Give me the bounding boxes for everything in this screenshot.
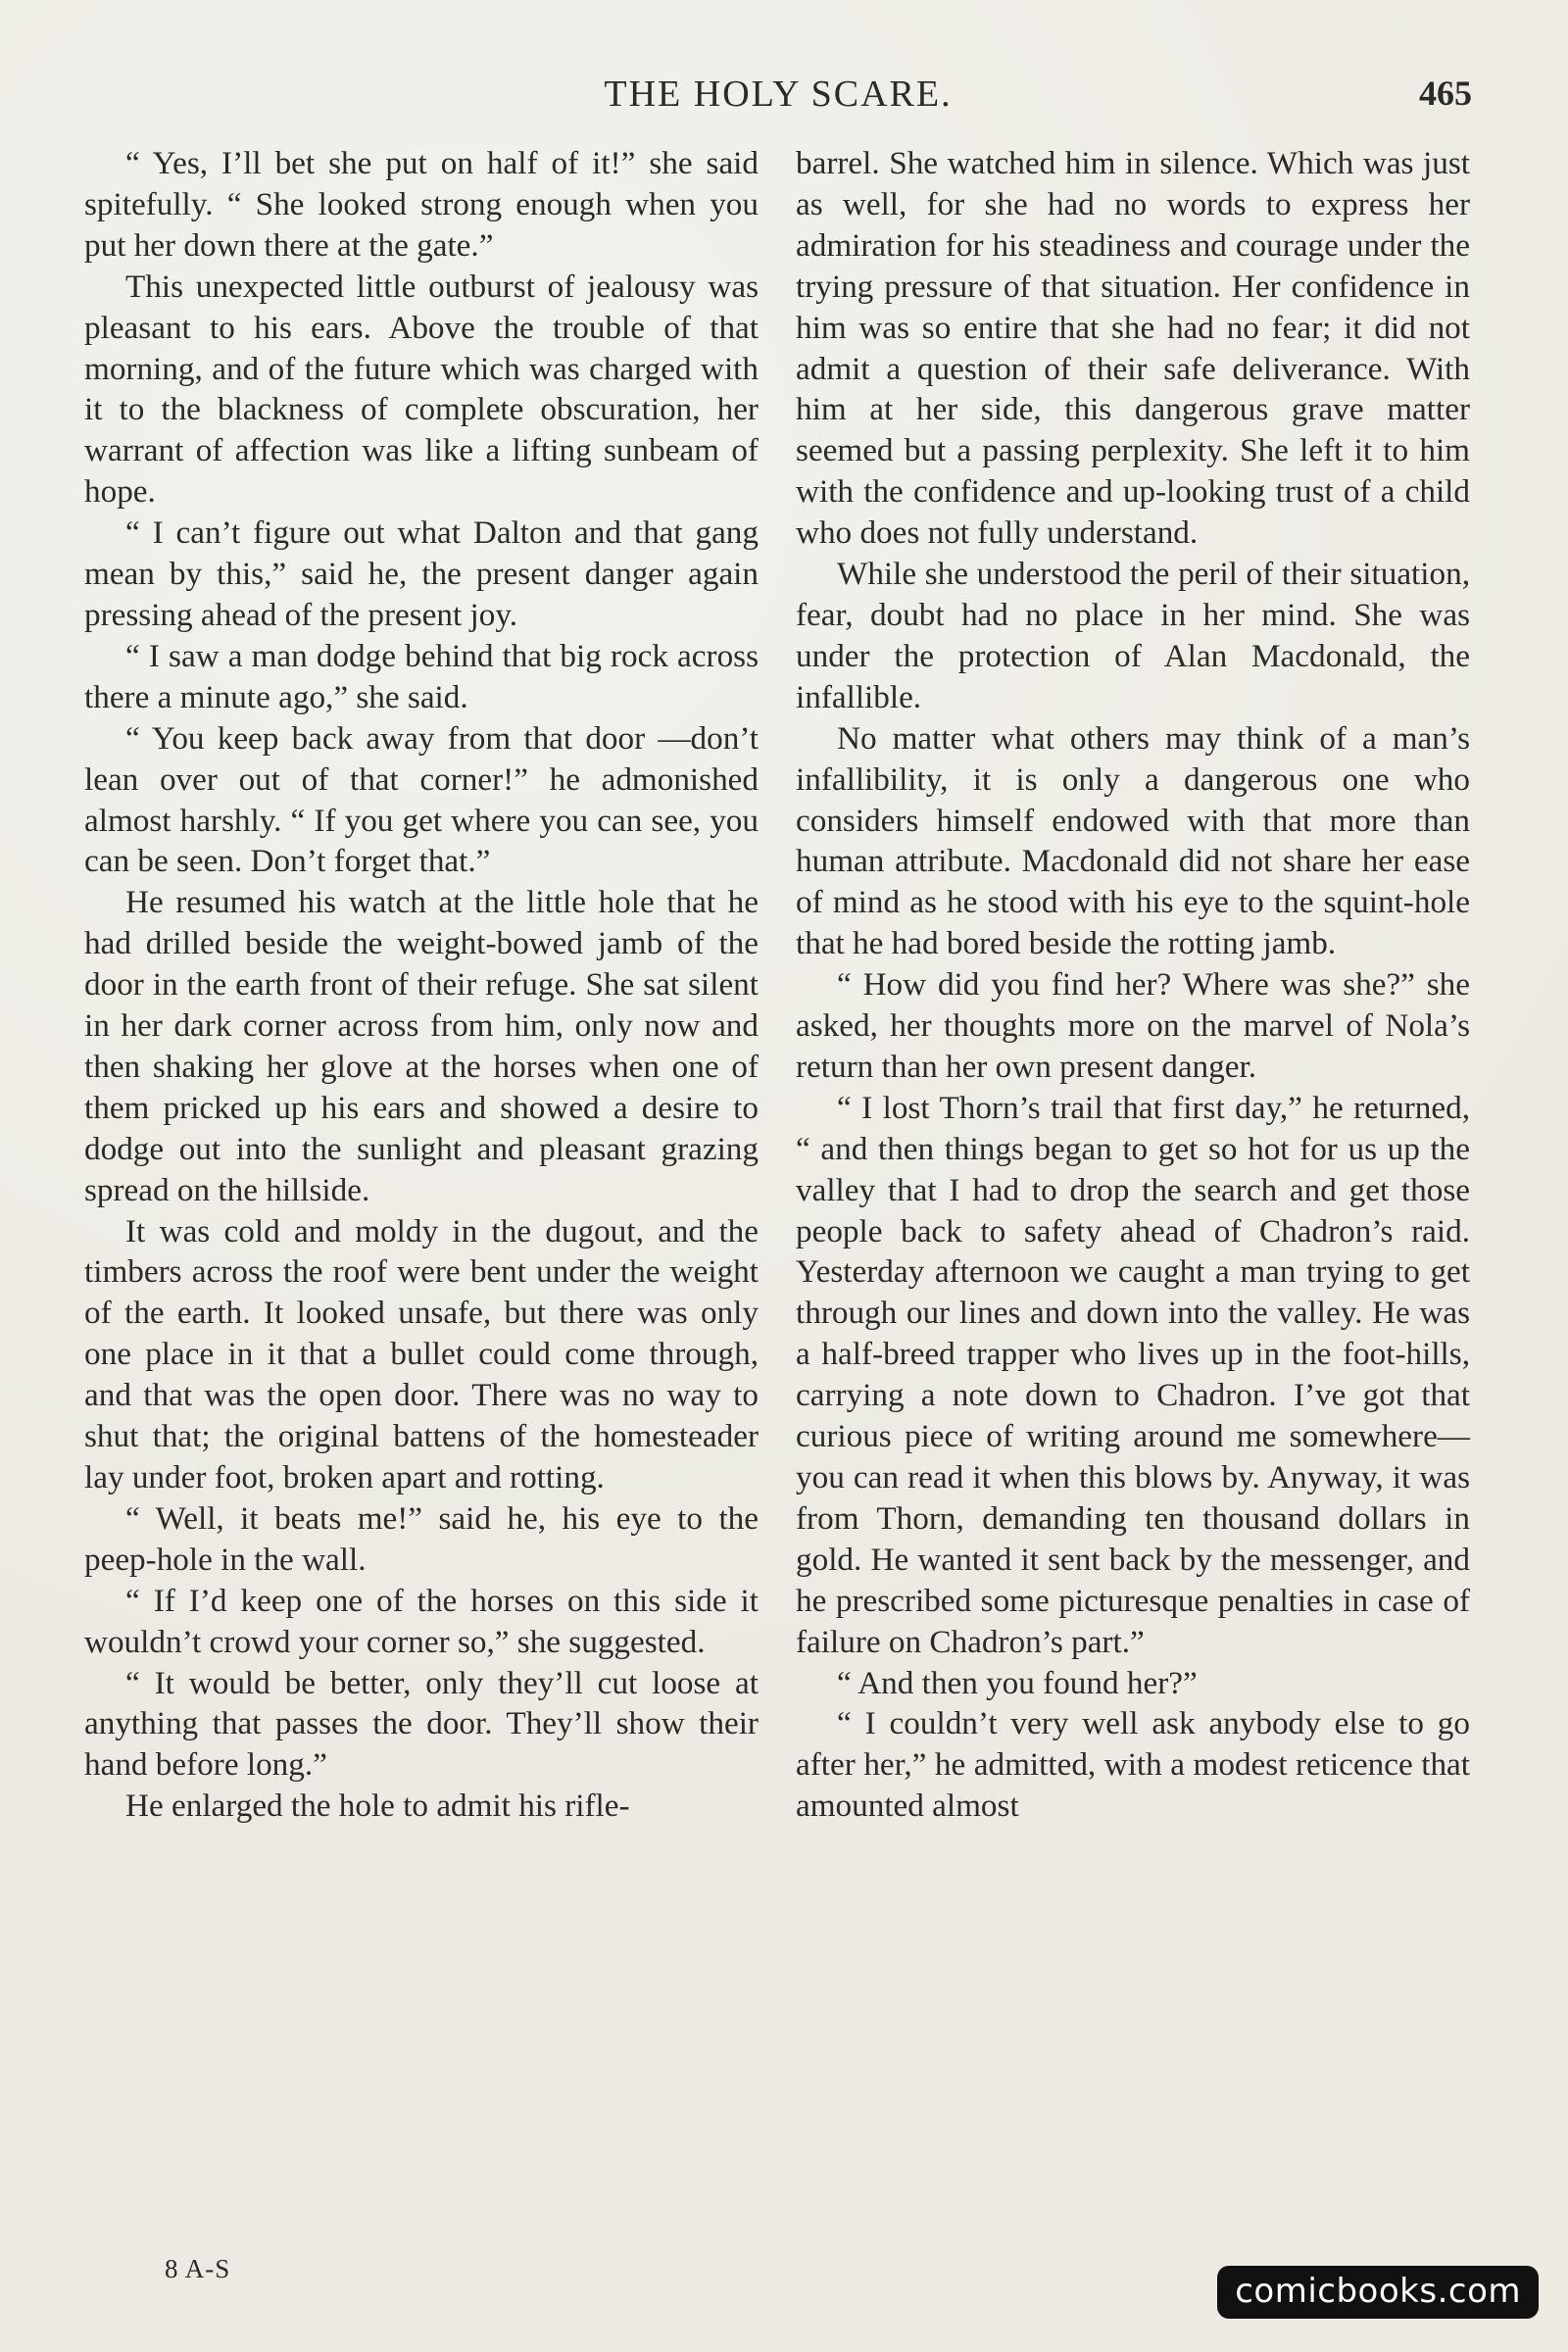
paragraph: “ And then you found her?” — [837, 1664, 1198, 1701]
paragraph: “ I lost Thorn’s trail that first day,” he returned, “ and then things began to get so hot for us up the valley that I had to drop the search and get those people back to safety ahead of Chadron’s raid. Yesterday afternoon we caught a man trying to get through our lines and down into the valley. He was a half-breed trapper who lives up in the foot-hills, carrying a note down to Chadron. I’ve got that curious piece of writing around me somewhere—you can read it when this blows by. Anyway, it was from Thorn, demanding ten thousand dollars in gold. He wanted it sent back by the messenger, and he prescribed some picturesque penalties in case of failure on Chadron’s part.” — [796, 1089, 1470, 1660]
right-text-column — [796, 143, 1470, 1827]
page-header — [84, 69, 1472, 127]
paragraph: “ I couldn’t very well ask anybody else to go after her,” he admitted, with a modest reticence that amounted almost — [796, 1705, 1470, 1825]
signature-mark: 8 A-S — [165, 2254, 231, 2283]
paragraph: “ I can’t figure out what Dalton and that gang mean by this,” said he, the present danger again pressing ahead of the present joy. — [84, 514, 759, 633]
paragraph: “ It would be better, only they’ll cut loose at anything that passes the door. They’ll show their hand before long.” — [84, 1664, 759, 1784]
paragraph: No matter what others may think of a man’s infallibility, it is only a dangerous one who considers himself endowed with that more than human attribute. Macdonald did not share her ease of mind as he stood with his eye to the squint-hole that he had bored beside the rotting jamb. — [796, 719, 1470, 962]
paragraph: This unexpected little outburst of jealousy was pleasant to his ears. Above the trouble of that morning, and of the future which was charged with it to the blackness of complete obscuration, her warrant of affection was like a lifting sunbeam of hope. — [84, 268, 759, 511]
paragraph: “ You keep back away from that door —don’t lean over out of that corner!” he admonished almost harshly. “ If you get where you can see, you can be seen. Don’t forget that.” — [84, 719, 759, 880]
paragraph: “ How did you find her? Where was she?” she asked, her thoughts more on the marvel of Nola’s return than her own present danger. — [796, 966, 1470, 1085]
running-title: THE HOLY SCARE. — [604, 74, 953, 115]
paragraph: barrel. She watched him in silence. Which was just as well, for she had no words to express her admiration for his steadiness and courage under the trying pressure of that situation. Her confidence in him was so entire that she had no fear; it did not admit a question of their safe deliverance. With him at her side, this dangerous grave matter seemed but a passing perplexity. She left it to him with the confidence and up-looking trust of a child who does not fully understand. — [796, 145, 1470, 552]
left-text-column — [84, 143, 759, 1827]
paragraph: It was cold and moldy in the dugout, and the timbers across the roof were bent under the weight of the earth. It looked unsafe, but there was only one place in it that a bullet could come through, and that was the open door. There was no way to shut that; the original battens of the homesteader lay under foot, broken apart and rotting. — [84, 1212, 759, 1495]
paragraph: “ If I’d keep one of the horses on this side it wouldn’t crowd your corner so,” she suggested. — [84, 1582, 759, 1660]
paragraph: “ I saw a man dodge behind that big rock across there a minute ago,” she said. — [84, 637, 759, 715]
paragraph: “ Well, it beats me!” said he, his eye to the peep-hole in the wall. — [84, 1499, 759, 1578]
paragraph: “ Yes, I’ll bet she put on half of it!” she said spitefully. “ She looked strong enough when you put her down there at the gate.” — [84, 145, 759, 264]
paragraph: While she understood the peril of their situation, fear, doubt had no place in her mind. She was under the protection of Alan Macdonald, the infallible. — [796, 556, 1470, 715]
page-number: 465 — [1419, 74, 1472, 113]
paragraph: He enlarged the hole to admit his rifle- — [125, 1788, 630, 1825]
paragraph: He resumed his watch at the little hole that he had drilled beside the weight-bowed jamb of the door in the earth front of their refuge. She sat silent in her dark corner across from him, only now and then shaking her glove at the horses when one of them pricked up his ears and showed a desire to dodge out into the sunlight and pleasant grazing spread on the hillside. — [84, 884, 759, 1208]
site-watermark: comicbooks.com — [1217, 2266, 1539, 2319]
